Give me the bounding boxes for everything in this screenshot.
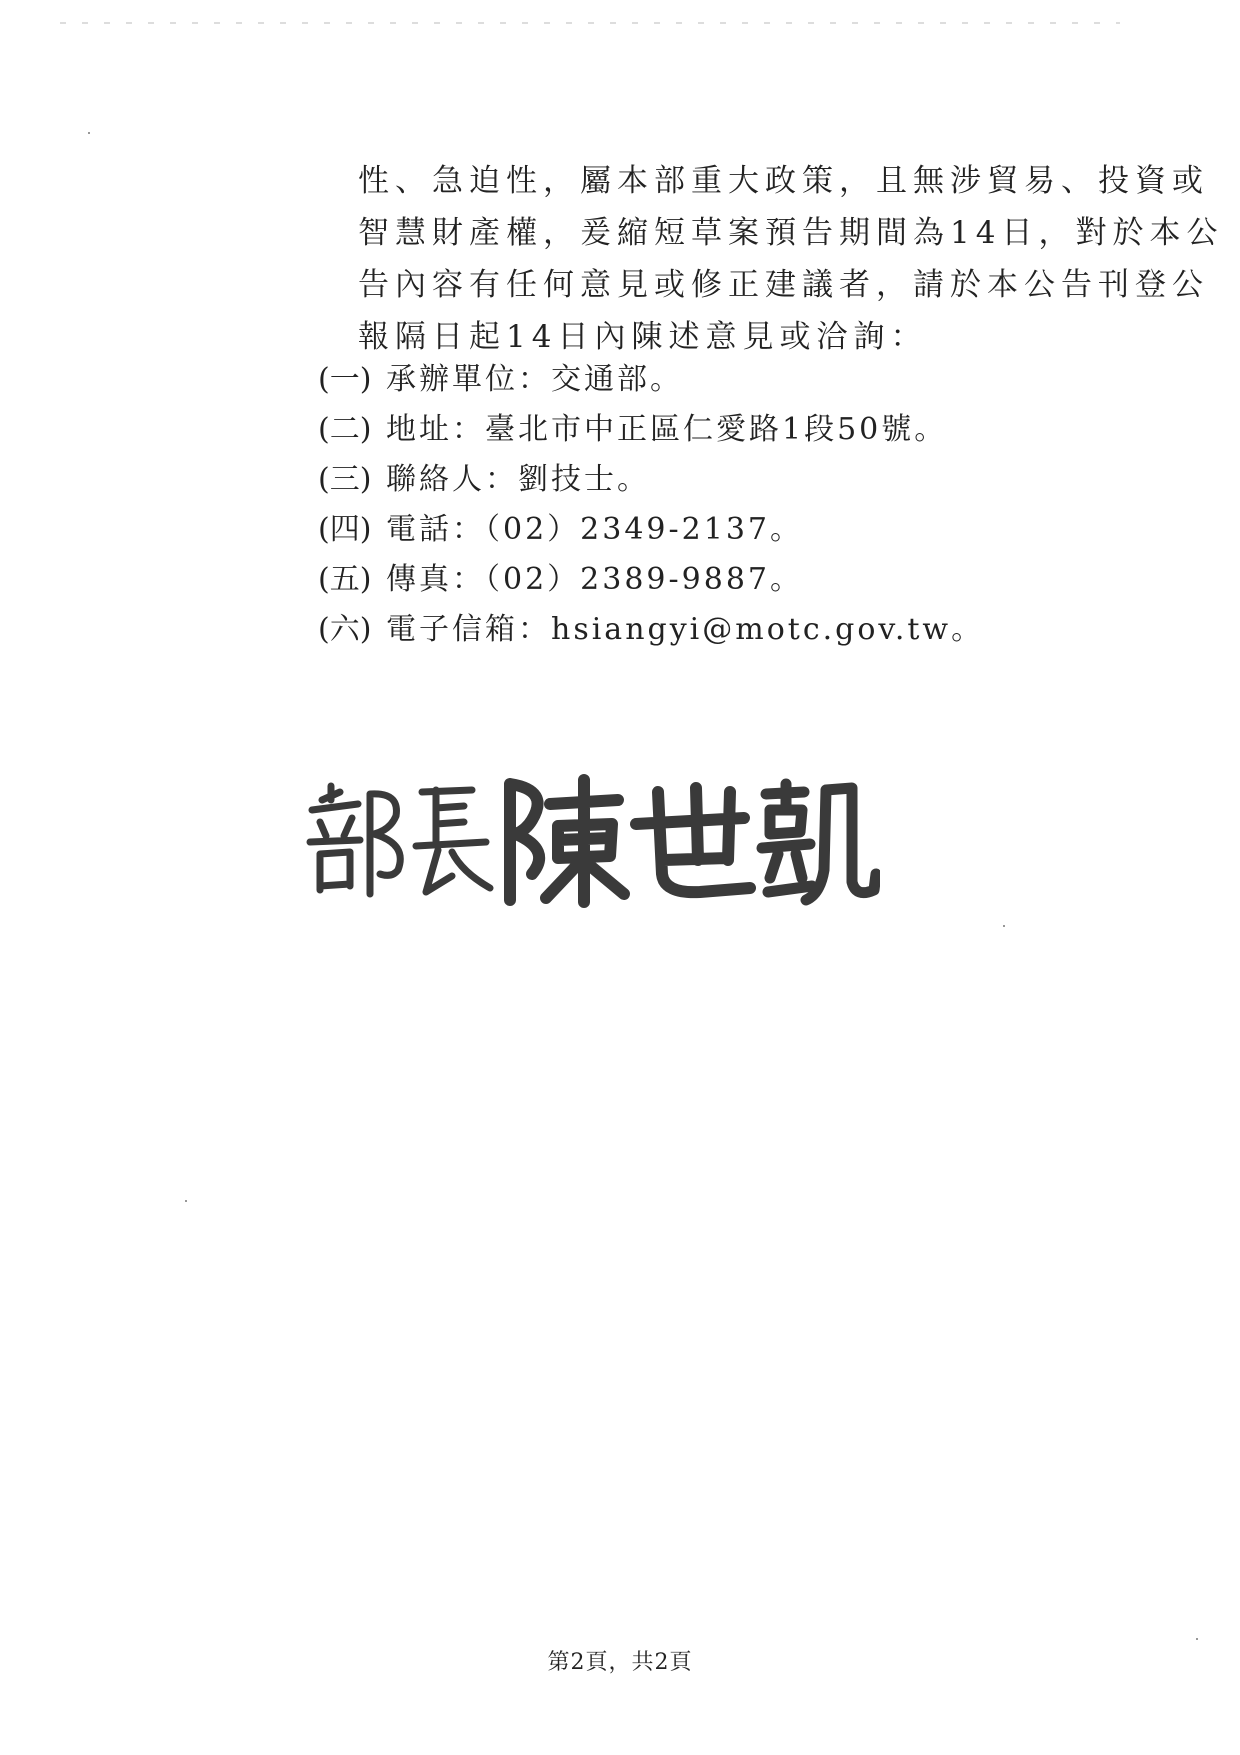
item-text: 承辦單位：交通部。 (386, 362, 683, 397)
scan-artifact-top (60, 22, 1120, 24)
item-text: 地址：臺北市中正區仁愛路1段50號。 (386, 412, 948, 447)
item-marker: (四) (318, 512, 372, 547)
item-marker: (三) (318, 462, 372, 497)
paragraph-line: 智慧財產權，爰縮短草案預告期間為14日，對於本公 (358, 215, 1224, 251)
contact-item-office (318, 355, 1118, 405)
contact-list (318, 355, 1118, 655)
item-marker: (五) (318, 562, 372, 597)
contact-item-phone (318, 505, 1118, 555)
item-text: 電話：（02）2349-2137。 (386, 512, 804, 547)
contact-item-address (318, 405, 1118, 455)
paragraph-line: 性、急迫性，屬本部重大政策，且無涉貿易、投資或 (358, 163, 1209, 199)
item-text: 傳真：（02）2389-9887。 (386, 562, 804, 597)
paragraph-line: 告內容有任何意見或修正建議者，請於本公告刊登公 (358, 267, 1209, 303)
paragraph-line: 報隔日起14日內陳述意見或洽詢： (358, 319, 928, 355)
item-text: 電子信箱：hsiangyi@motc.gov.tw。 (386, 612, 985, 647)
notice-paragraph (358, 155, 1224, 363)
item-marker: (二) (318, 412, 372, 447)
scan-speck (88, 132, 90, 134)
item-text: 聯絡人：劉技士。 (386, 462, 650, 497)
page-footer: 第2頁，共2頁 (547, 1650, 693, 1675)
minister-signature (300, 770, 880, 910)
item-marker: (一) (318, 362, 372, 397)
contact-item-fax (318, 555, 1118, 605)
scan-speck (1003, 925, 1005, 927)
scan-speck (1196, 1638, 1198, 1640)
item-marker: (六) (318, 612, 372, 647)
contact-item-person (318, 455, 1118, 505)
contact-item-email (318, 605, 1118, 655)
scan-speck (185, 1200, 187, 1202)
